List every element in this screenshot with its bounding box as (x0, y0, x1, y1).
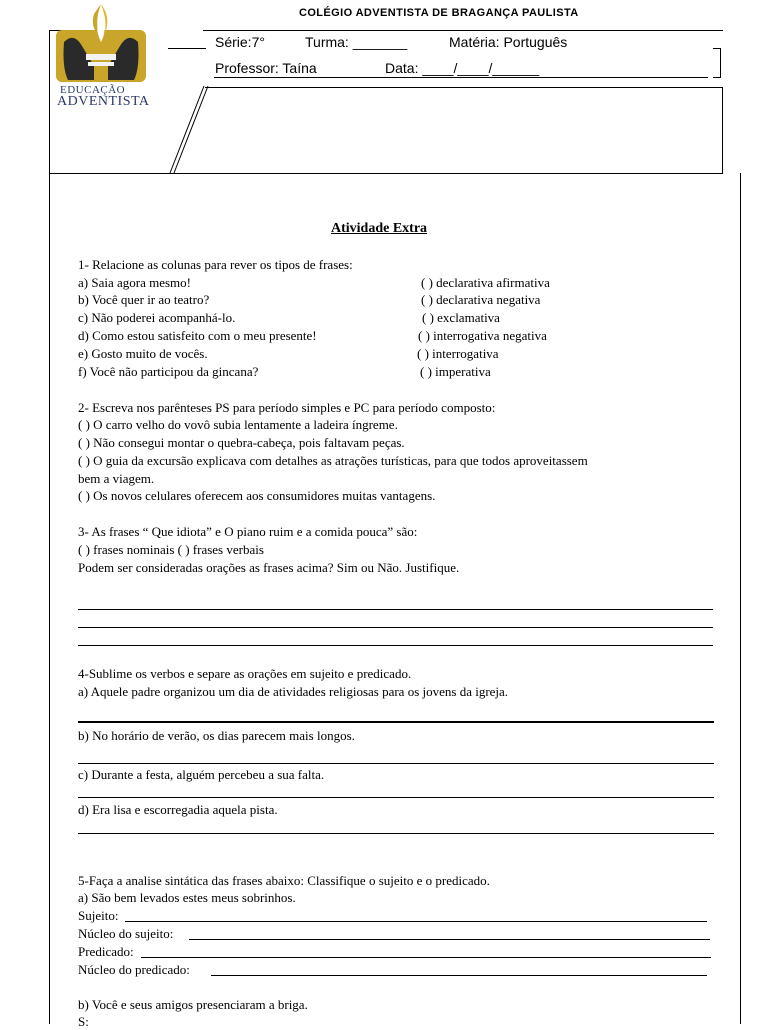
page-title: Atividade Extra (331, 221, 428, 236)
turma-field: Turma: _______ (305, 34, 408, 50)
q2-item-3[interactable]: ( ) O guia da excursão explicava com detalhes as atrações turísticas, para que todos aproveitassem (78, 453, 588, 468)
logo (54, 2, 148, 110)
q3-answer-line-1[interactable] (78, 609, 713, 610)
header-frame-bottom (49, 173, 723, 174)
q1-right-2[interactable]: ( ) declarativa negativa (421, 292, 541, 307)
q4-answer-line-d[interactable] (78, 833, 714, 834)
q5-field-s: S: (78, 1014, 89, 1029)
q5-line-nucleo-predicado[interactable] (211, 975, 707, 976)
header-frame-left (49, 30, 50, 173)
q5-field-sujeito: Sujeito: (78, 908, 119, 923)
q2-item-1[interactable]: ( ) O carro velho do vovô subia lentamente a ladeira íngreme. (78, 417, 398, 432)
q5-item-b: b) Você e seus amigos presenciaram a briga. (78, 997, 308, 1012)
q1-left-e: e) Gosto muito de vocês. (78, 346, 208, 361)
q5-field-nucleo-predicado: Núcleo do predicado: (78, 962, 190, 977)
q3-answer-line-2[interactable] (78, 627, 713, 628)
header-top-rule (168, 48, 206, 49)
q3-question: Podem ser consideradas orações as frases acima? Sim ou Não. Justifique. (78, 560, 460, 575)
logo-text-adventista: ADVENTISTA (57, 94, 150, 109)
q1-right-6[interactable]: ( ) imperativa (420, 364, 491, 379)
q3-prompt: 3- As frases “ Que idiota” e O piano ruim e a comida pouca” são: (78, 524, 418, 539)
q2-item-3-cont: bem a viagem. (78, 471, 155, 486)
q1-left-d: d) Como estou satisfeito com o meu presente! (78, 328, 317, 343)
q3-answer-line-3[interactable] (78, 645, 713, 646)
header-right-bracket-top (713, 48, 721, 49)
header-underline (214, 77, 708, 78)
data-field: Data: ____/____/______ (385, 60, 540, 76)
q2-prompt: 2- Escreva nos parênteses PS para período simples e PC para período composto: (78, 400, 496, 415)
q4-item-b: b) No horário de verão, os dias parecem mais longos. (78, 728, 355, 743)
q1-right-4[interactable]: ( ) interrogativa negativa (418, 328, 547, 343)
school-name: COLÉGIO ADVENTISTA DE BRAGANÇA PAULISTA (299, 7, 579, 19)
logo-emblem-icon (54, 2, 148, 84)
header-box-top (205, 87, 722, 88)
q5-field-predicado: Predicado: (78, 944, 134, 959)
q3-options[interactable]: ( ) frases nominais ( ) frases verbais (78, 542, 264, 557)
q1-left-b: b) Você quer ir ao teatro? (78, 292, 210, 307)
q5-line-nucleo-sujeito[interactable] (189, 939, 710, 940)
q1-prompt: 1- Relacione as colunas para rever os tipos de frases: (78, 257, 353, 272)
q4-item-a: a) Aquele padre organizou um dia de atividades religiosas para os jovens da igreja. (78, 684, 509, 699)
q5-line-sujeito[interactable] (125, 921, 707, 922)
q4-item-c: c) Durante a festa, alguém percebeu a sua falta. (78, 767, 325, 782)
logo-text-educacao: EDUCAÇÃO (60, 84, 126, 96)
q5-prompt: 5-Faça a analise sintática das frases abaixo: Classifique o sujeito e o predicado. (78, 873, 490, 888)
q1-left-c: c) Não poderei acompanhá-lo. (78, 310, 236, 325)
materia-field: Matéria: Português (449, 34, 568, 50)
header-slash-decoration (160, 78, 210, 178)
q2-item-4[interactable]: ( ) Os novos celulares oferecem aos consumidores muitas vantagens. (78, 488, 436, 503)
q5-field-nucleo-sujeito: Núcleo do sujeito: (78, 926, 174, 941)
q4-answer-line-a[interactable] (78, 721, 714, 723)
serie-field: Série:7° (215, 34, 265, 50)
page-border-right (740, 173, 741, 1024)
header-top-rule-right (203, 30, 723, 31)
q4-answer-line-b[interactable] (78, 763, 714, 764)
q5-item-a: a) São bem levados estes meus sobrinhos. (78, 890, 296, 905)
q1-right-1[interactable]: ( ) declarativa afirmativa (421, 275, 550, 290)
q1-left-f: f) Você não participou da gincana? (78, 364, 259, 379)
q4-answer-line-c[interactable] (78, 797, 714, 798)
q4-item-d: d) Era lisa e escorregadia aquela pista. (78, 802, 278, 817)
q4-prompt: 4-Sublime os verbos e separe as orações em sujeito e predicado. (78, 666, 412, 681)
q2-item-2[interactable]: ( ) Não consegui montar o quebra-cabeça, pois faltavam peças. (78, 435, 405, 450)
header-right-bracket-bottom (713, 77, 721, 78)
page-border-left (49, 173, 50, 1024)
professor-field: Professor: Taína (215, 60, 317, 76)
header-box-right (722, 87, 723, 173)
q5-line-predicado[interactable] (141, 957, 711, 958)
q1-left-a: a) Saia agora mesmo! (78, 275, 191, 290)
q1-right-3[interactable]: ( ) exclamativa (422, 310, 500, 325)
header-right-bracket (720, 48, 721, 77)
q1-right-5[interactable]: ( ) interrogativa (417, 346, 499, 361)
